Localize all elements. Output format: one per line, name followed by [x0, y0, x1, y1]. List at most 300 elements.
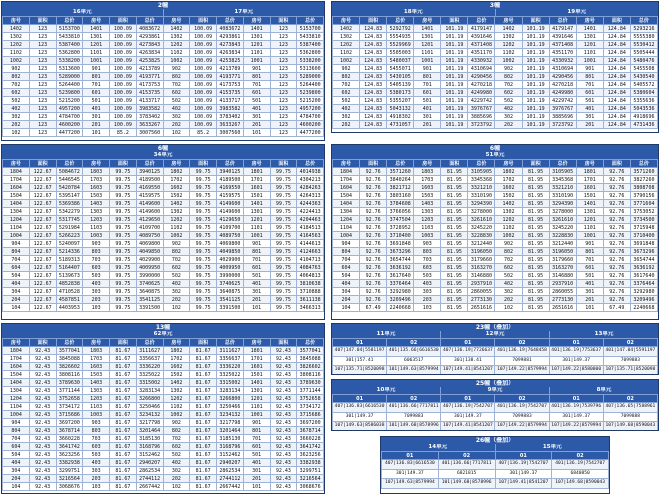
table-cell: 81.95	[522, 240, 549, 248]
table-cell: 92.43	[29, 483, 56, 491]
table-cell: 99.75	[110, 280, 137, 288]
table-cell: 92.76	[360, 200, 387, 208]
table-cell: 3752658	[56, 395, 83, 403]
table-cell: 1101	[576, 49, 603, 57]
table-cell: 4224413	[297, 208, 324, 216]
table-cell: 102	[163, 304, 190, 312]
table-cell: 122.67	[29, 192, 56, 200]
table-cell: 92.76	[603, 224, 630, 232]
table-cell: 3196050	[549, 248, 576, 256]
table-row	[333, 304, 658, 312]
table-cell: 904	[3, 419, 30, 427]
table-cell: 4069800	[136, 240, 163, 248]
column-header: 02	[387, 395, 441, 403]
table-cell: 3266800	[136, 395, 163, 403]
table-cell: 802	[163, 73, 190, 81]
table-cell: 4391646	[549, 33, 576, 41]
table-cell: 123	[29, 33, 56, 41]
table-cell: 100.09	[110, 25, 137, 33]
table-cell: 1404	[3, 200, 30, 208]
table-cell: 5043536	[630, 105, 657, 113]
table-cell: 100.09	[190, 73, 217, 81]
table-cell: 92.76	[360, 184, 387, 192]
table-cell: 3299751	[56, 467, 83, 475]
table-cell: 301	[243, 113, 270, 121]
table-row	[333, 366, 658, 376]
table-cell: 1604	[333, 184, 360, 192]
table-cell: 124.83	[360, 113, 387, 121]
table-cell: 3715686	[297, 411, 324, 419]
table-cell: 3325022	[217, 371, 244, 379]
table-cell: 1003	[414, 232, 441, 240]
table-cell: 122.67	[29, 296, 56, 304]
table-cell: 1301	[83, 33, 110, 41]
price-table	[2, 338, 324, 491]
table-cell: 5480037	[387, 57, 414, 65]
table-cell: 602	[163, 443, 190, 451]
table-cell: 1502	[163, 371, 190, 379]
table-cell: 99.75	[110, 168, 137, 176]
table-cell: 101.19	[522, 81, 549, 89]
table-cell: 4133717	[217, 97, 244, 105]
table-cell: 4083672	[136, 25, 163, 33]
table-cell: 201	[576, 121, 603, 129]
table-cell: 501	[243, 272, 270, 280]
table-cell: 124.83	[360, 89, 387, 97]
table-cell: 92.76	[603, 184, 630, 192]
table-cell: 1401	[576, 25, 603, 33]
table-cell: 123	[29, 57, 56, 65]
table-cell: 81.95	[522, 232, 549, 240]
table-cell: 99.75	[110, 192, 137, 200]
table-cell: 124.84	[603, 25, 630, 33]
table-cell: 123	[270, 41, 297, 49]
table-cell: 5530412	[630, 41, 657, 49]
table-row	[333, 256, 658, 264]
table-cell: 99.75	[270, 296, 297, 304]
table-cell: 2862534	[217, 467, 244, 475]
building-title: 6幢	[2, 145, 324, 152]
table-cell: 102	[3, 129, 30, 137]
table-row	[3, 435, 324, 443]
table-cell: 92.76	[603, 296, 630, 304]
table-cell: 402	[3, 105, 30, 113]
table-cell: 1001	[576, 57, 603, 65]
table-cell: 4293861	[217, 33, 244, 41]
table-cell: 901	[576, 65, 603, 73]
table-cell: 1102	[333, 49, 360, 57]
column-header: 总价	[56, 17, 83, 25]
table-cell: 1401	[414, 25, 441, 33]
table-cell: 4169550	[136, 184, 163, 192]
table-cell: 407|136.19|7542707	[495, 460, 552, 470]
table-cell: 704	[3, 435, 30, 443]
table-cell: 92.43	[29, 459, 56, 467]
table-cell: 1201	[243, 395, 270, 403]
table-row	[3, 467, 324, 475]
table-cell: 1602	[163, 363, 190, 371]
price-table	[332, 394, 658, 431]
table-cell: 3391500	[217, 304, 244, 312]
column-header: 总价	[387, 160, 414, 168]
table-cell: 123	[29, 81, 56, 89]
table-cell: 1402	[333, 25, 360, 33]
table-cell: 3382938	[297, 459, 324, 467]
table-cell: 100.09	[190, 89, 217, 97]
table-cell: 301	[243, 467, 270, 475]
table-cell: 1502	[495, 192, 522, 200]
table-cell: 100.09	[110, 73, 137, 81]
table-cell: 1202	[495, 41, 522, 49]
table-cell: 4159575	[217, 192, 244, 200]
column-header: 总价	[297, 17, 324, 25]
table-cell: 5362800	[56, 49, 83, 57]
table-cell: 3710400	[630, 232, 657, 240]
building-title: 23幢（叠加）	[332, 324, 658, 331]
table-cell: 123	[270, 81, 297, 89]
table-cell: 1202	[163, 41, 190, 49]
table-cell: 3541125	[136, 296, 163, 304]
table-cell: 4149600	[217, 200, 244, 208]
table-cell: 122.67	[29, 216, 56, 224]
table-cell: 5153700	[56, 25, 83, 33]
table-cell: 4477200	[297, 129, 324, 137]
table-cell: 92.43	[29, 363, 56, 371]
table-cell: 5043132	[387, 105, 414, 113]
table-cell: 99.75	[190, 248, 217, 256]
table-cell: 5380173	[387, 89, 414, 97]
table-cell: 99.75	[190, 192, 217, 200]
table-cell: 201	[576, 296, 603, 304]
table-cell: 3691848	[630, 240, 657, 248]
table-cell: 4784700	[56, 113, 83, 121]
table-cell: 904	[333, 240, 360, 248]
table-cell: 7099883	[495, 412, 549, 422]
table-cell: 99.75	[190, 256, 217, 264]
table-cell: 1601	[243, 363, 270, 371]
table-cell: 3228830	[549, 232, 576, 240]
table-cell: 4351170	[549, 49, 576, 57]
table-cell: 99.75	[270, 288, 297, 296]
table-cell: 107|149.41|8541207	[495, 479, 552, 489]
table-row	[333, 240, 658, 248]
table-cell: 702	[495, 256, 522, 264]
table-cell: 3245220	[468, 224, 495, 232]
table-cell: 4918302	[387, 113, 414, 121]
table-cell: 123	[270, 121, 297, 129]
table-cell: 301|138.41	[441, 356, 495, 366]
table-cell: 401|136.19|7648458	[495, 347, 549, 357]
table-cell: 1201	[83, 41, 110, 49]
table-cell: 3185130	[217, 435, 244, 443]
table-cell: 99.75	[270, 264, 297, 272]
table-row	[3, 232, 324, 240]
table-cell: 1804	[3, 347, 30, 355]
table-row	[3, 192, 324, 200]
table-cell: 104	[333, 304, 360, 312]
table-cell: 101.19	[441, 113, 468, 121]
table-cell: 4263834	[136, 49, 163, 57]
table-cell: 201	[414, 121, 441, 129]
table-cell: 4710528	[56, 288, 83, 296]
table-cell: 101.19	[522, 25, 549, 33]
table-cell: 81.95	[522, 304, 549, 312]
table-cell: 1004	[3, 232, 30, 240]
column-header: 房号	[243, 160, 270, 168]
table-cell: 1202	[163, 395, 190, 403]
table-cell: 99.75	[270, 184, 297, 192]
table-cell: 92.76	[360, 208, 387, 216]
table-cell: 201	[243, 121, 270, 129]
table-cell: 3278000	[468, 208, 495, 216]
table-cell: 1702	[495, 176, 522, 184]
table-cell: 501	[414, 97, 441, 105]
table-cell: 2744112	[136, 475, 163, 483]
table-row	[3, 89, 324, 97]
table-cell: 1403	[414, 200, 441, 208]
table-cell: 107|149.41|8541207	[441, 366, 495, 376]
table-cell: 7099883	[387, 412, 441, 422]
table-cell: 3261610	[549, 216, 576, 224]
table-cell: 1102	[163, 224, 190, 232]
table-cell: 3734500	[630, 216, 657, 224]
table-row	[333, 113, 658, 121]
table-cell: 92.43	[270, 483, 297, 491]
table-cell: 5266223	[56, 232, 83, 240]
table-cell: 81.95	[522, 216, 549, 224]
table-cell: 3654744	[630, 256, 657, 264]
table-row	[3, 347, 324, 355]
table-row	[333, 121, 658, 129]
table-cell: 124.84	[603, 57, 630, 65]
table-cell: 3723792	[468, 121, 495, 129]
table-cell: 2773130	[549, 296, 576, 304]
table-cell: 1303	[83, 208, 110, 216]
table-cell: 124.84	[603, 41, 630, 49]
table-cell: 81.95	[441, 216, 468, 224]
table-cell: 123	[29, 49, 56, 57]
table-row	[333, 422, 658, 432]
table-cell: 4184513	[297, 224, 324, 232]
table-row	[333, 81, 658, 89]
table-cell: 5395147	[56, 192, 83, 200]
table-cell: 4083672	[217, 25, 244, 33]
table-cell: 81.67	[190, 467, 217, 475]
table-cell: 601	[243, 443, 270, 451]
table-cell: 5215200	[56, 97, 83, 105]
table-cell: 504	[333, 272, 360, 280]
column-header: 02	[387, 339, 441, 347]
table-cell: 67.49	[603, 304, 630, 312]
table-cell: 3321210	[549, 184, 576, 192]
table-cell: 99.75	[190, 176, 217, 184]
table-cell: 3168796	[136, 443, 163, 451]
table-cell: 3654744	[387, 256, 414, 264]
table-cell: 1304	[3, 387, 30, 395]
table-cell: 124.84	[603, 121, 630, 129]
table-cell: 5362800	[297, 49, 324, 57]
table-cell: 5420784	[56, 184, 83, 192]
table-cell: 107|149.68|8590043	[603, 422, 657, 432]
table-row	[3, 81, 324, 89]
table-cell: 1302	[163, 208, 190, 216]
table-cell: 123	[270, 25, 297, 33]
table-cell: 81.67	[110, 451, 137, 459]
table-cell: 81.95	[522, 224, 549, 232]
table-cell: 401|135.66|6616530	[387, 347, 441, 357]
table-cell: 100.09	[190, 41, 217, 49]
table-cell: 7099881	[495, 356, 549, 366]
table-building-26	[380, 436, 610, 494]
table-cell: 123	[270, 129, 297, 137]
table-cell: 1603	[83, 184, 110, 192]
table-cell: 4587851	[56, 296, 83, 304]
table-cell: 1103	[83, 224, 110, 232]
table-cell: 99.75	[110, 232, 137, 240]
table-cell: 407|136.19|7542707	[441, 403, 495, 413]
table-cell: 204	[3, 475, 30, 483]
table-cell: 2240668	[630, 304, 657, 312]
table-cell: 92.76	[360, 168, 387, 176]
table-cell: 3990000	[217, 272, 244, 280]
table-cell: 122.67	[29, 240, 56, 248]
column-header: 总价	[468, 17, 495, 25]
table-cell: 1001	[243, 411, 270, 419]
table-cell: 5291984	[56, 224, 83, 232]
table-cell: 803	[83, 427, 110, 435]
table-cell: 92.43	[29, 411, 56, 419]
table-cell: 4213789	[217, 65, 244, 73]
table-cell: 2667442	[217, 483, 244, 491]
table-cell: 804	[3, 248, 30, 256]
table-cell: 301|149.37	[382, 469, 439, 479]
table-cell: 99.75	[110, 224, 137, 232]
table-cell: 3940125	[136, 168, 163, 176]
table-cell: 402	[495, 105, 522, 113]
table-cell: 4159575	[136, 192, 163, 200]
table-cell: 81.95	[441, 288, 468, 296]
table-cell: 901	[243, 240, 270, 248]
table-cell: 4477200	[56, 129, 83, 137]
table-row	[3, 97, 324, 105]
table-cell: 3105905	[549, 168, 576, 176]
table-cell: 81.95	[441, 272, 468, 280]
table-cell: 3196050	[468, 248, 495, 256]
column-header: 面积	[110, 339, 137, 347]
table-cell: 1202	[3, 41, 30, 49]
table-row	[333, 49, 658, 57]
table-cell: 5430105	[387, 73, 414, 81]
table-cell: 5430540	[630, 73, 657, 81]
table-cell: 301|149.37	[549, 356, 603, 366]
table-cell: 100.09	[110, 105, 137, 113]
column-header: 面积	[603, 160, 630, 168]
table-cell: 92.43	[270, 419, 297, 427]
table-cell: 5455071	[387, 65, 414, 73]
column-header: 房号	[243, 339, 270, 347]
table-cell: 81.67	[110, 371, 137, 379]
table-cell: 92.43	[270, 403, 297, 411]
table-cell: 901	[576, 240, 603, 248]
table-cell: 504	[3, 451, 30, 459]
table-cell: 5292792	[387, 25, 414, 33]
table-cell: 403	[414, 280, 441, 288]
unit-title: 12单元	[440, 331, 549, 338]
table-cell: 4153735	[136, 89, 163, 97]
table-cell: 703	[83, 256, 110, 264]
table-cell: 92.43	[270, 355, 297, 363]
table-cell: 1801	[243, 168, 270, 176]
table-cell: 4084763	[297, 264, 324, 272]
table-cell: 704	[333, 256, 360, 264]
table-cell: 3734172	[297, 403, 324, 411]
table-cell: 1402	[3, 25, 30, 33]
table-building-3	[331, 1, 659, 133]
table-cell: 81.95	[522, 272, 549, 280]
column-header: 总价	[217, 17, 244, 25]
table-cell: 1002	[333, 57, 360, 65]
table-cell: 101.19	[522, 89, 549, 97]
column-header: 01	[333, 339, 387, 347]
table-cell: 123	[270, 105, 297, 113]
table-cell: 4264313	[297, 192, 324, 200]
table-cell: 99.75	[110, 240, 137, 248]
table-cell: 124.84	[603, 105, 630, 113]
table-row	[333, 412, 658, 422]
table-cell: 100.09	[110, 57, 137, 65]
table-cell: 81.95	[522, 184, 549, 192]
table-cell: 3660228	[297, 435, 324, 443]
table-cell: 1401	[243, 25, 270, 33]
table-cell: 3710888	[297, 288, 324, 296]
table-cell: 4109700	[136, 224, 163, 232]
table-cell: 5387400	[56, 41, 83, 49]
table-cell: 81.67	[110, 427, 137, 435]
price-table	[2, 16, 324, 137]
table-cell: 99.75	[270, 216, 297, 224]
table-cell: 101	[243, 483, 270, 491]
table-cell: 99.75	[270, 176, 297, 184]
table-cell: 123	[270, 89, 297, 97]
table-cell: 100.09	[190, 57, 217, 65]
table-cell: 123	[29, 73, 56, 81]
table-cell: 1703	[83, 355, 110, 363]
column-header: 总价	[630, 160, 657, 168]
table-cell: 402	[333, 105, 360, 113]
table-cell: 99.75	[110, 176, 137, 184]
table-cell: 122.67	[29, 256, 56, 264]
table-cell: 3673296	[630, 248, 657, 256]
table-cell: 1001	[576, 232, 603, 240]
table-cell: 92.76	[603, 272, 630, 280]
table-cell: 1303	[83, 387, 110, 395]
table-cell: 1704	[3, 355, 30, 363]
table-cell: 4270218	[549, 81, 576, 89]
table-cell: 202	[163, 296, 190, 304]
table-cell: 4371408	[468, 41, 495, 49]
table-cell: 4149600	[136, 208, 163, 216]
column-header: 房号	[414, 160, 441, 168]
table-cell: 1102	[163, 403, 190, 411]
table-cell: 1402	[163, 25, 190, 33]
column-header: 面积	[29, 17, 56, 25]
table-cell: 1101	[414, 49, 441, 57]
table-cell: 81.67	[190, 435, 217, 443]
table-row	[3, 296, 324, 304]
table-cell: 1101	[243, 49, 270, 57]
table-cell: 4129650	[217, 216, 244, 224]
table-cell: 401|136.66|7717811	[438, 460, 495, 470]
